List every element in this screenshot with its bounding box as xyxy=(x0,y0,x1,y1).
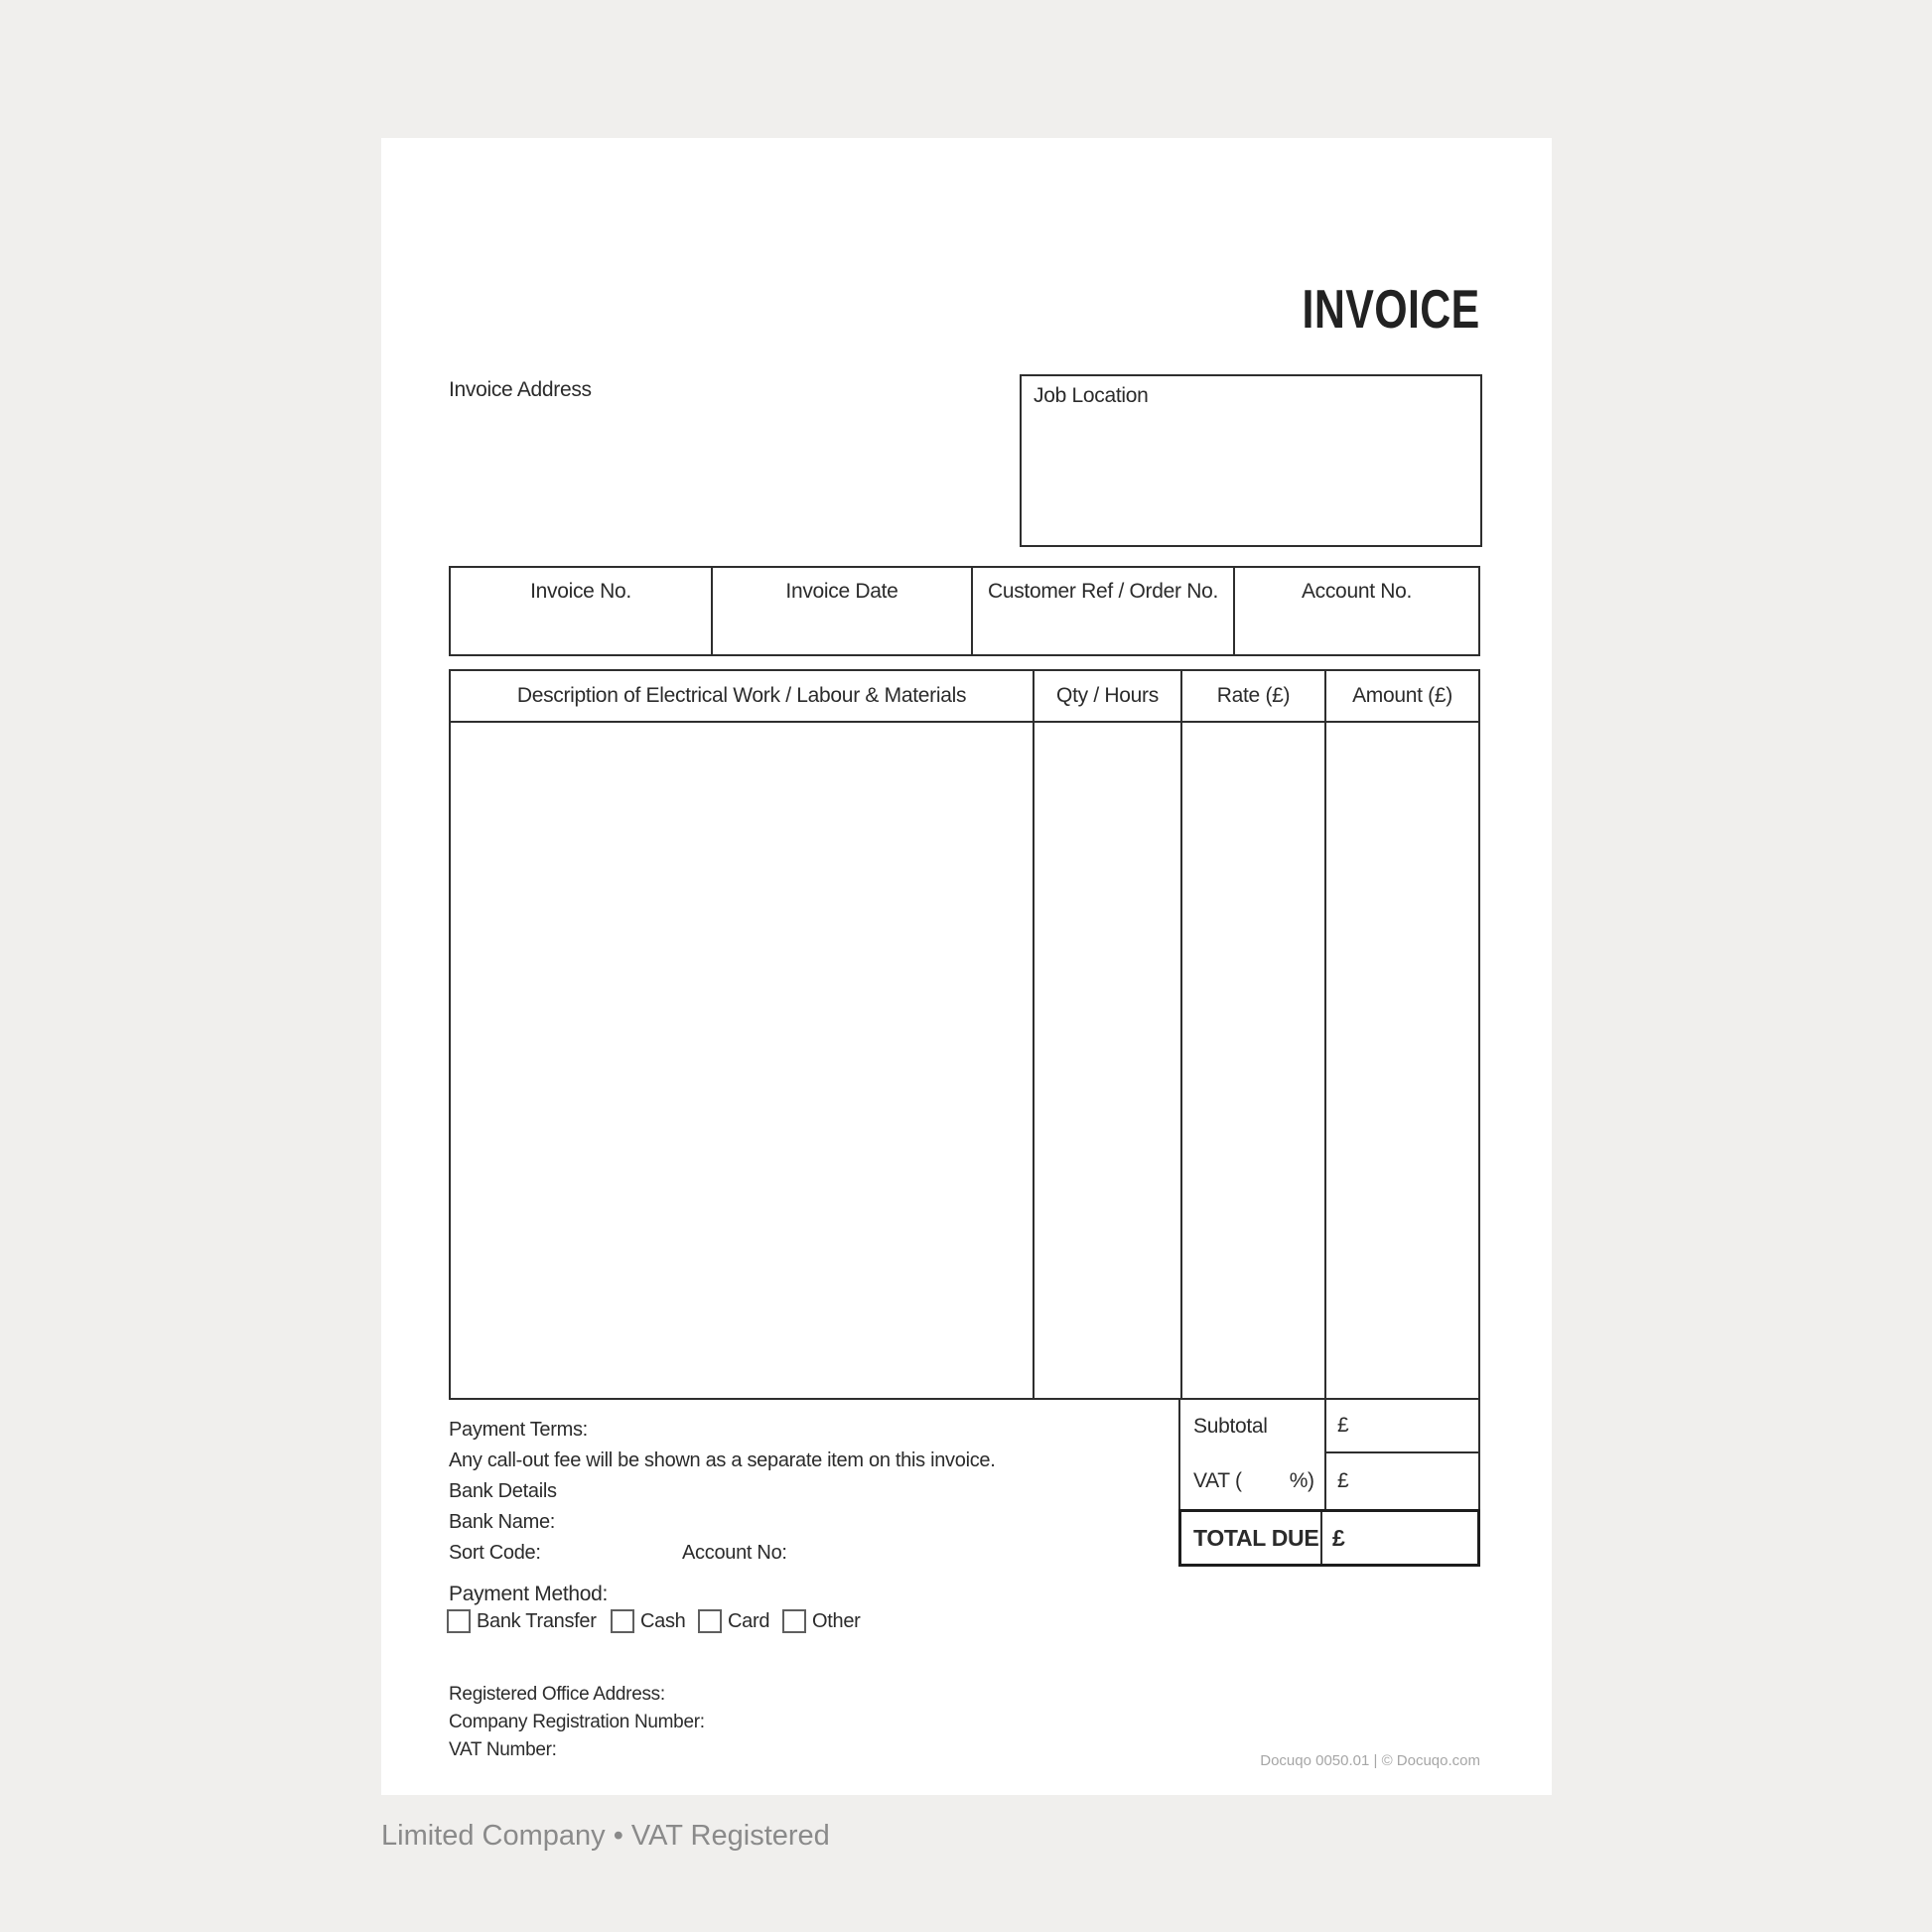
rate-entry-area[interactable] xyxy=(1180,723,1324,1398)
description-column-header: Description of Electrical Work / Labour & Materials xyxy=(451,671,1033,723)
job-location-box[interactable] xyxy=(1020,374,1482,547)
invoice-no-cell[interactable] xyxy=(451,568,711,654)
currency-symbol: £ xyxy=(1332,1524,1345,1551)
vat-label: VAT ( %) xyxy=(1193,1469,1314,1492)
qty-hours-column-header: Qty / Hours xyxy=(1033,671,1180,723)
payment-option-other xyxy=(782,1609,861,1633)
template-caption: Limited Company • VAT Registered xyxy=(381,1820,830,1852)
invoice-address-label: Invoice Address xyxy=(449,378,592,401)
page-title: INVOICE xyxy=(1302,278,1480,340)
rate-column-header: Rate (£) xyxy=(1180,671,1324,723)
line-items-table xyxy=(449,669,1480,1400)
payment-method-label: Payment Method: xyxy=(449,1583,609,1605)
cash-label: Cash xyxy=(640,1609,686,1632)
invoice-date-label: Invoice Date xyxy=(785,580,898,603)
amount-column-header: Amount (£) xyxy=(1324,671,1478,723)
subtotal-amount-cell[interactable] xyxy=(1326,1400,1478,1453)
account-no-bank-label: Account No: xyxy=(682,1542,787,1564)
invoice-no-label: Invoice No. xyxy=(530,580,631,603)
account-no-cell[interactable] xyxy=(1233,568,1478,654)
vat-number-label: VAT Number: xyxy=(449,1739,557,1760)
totals-table xyxy=(1178,1400,1480,1567)
registered-company-info xyxy=(449,1681,705,1764)
payment-terms-label: Payment Terms: xyxy=(449,1419,588,1441)
payment-notes xyxy=(449,1415,996,1569)
bank-details-label: Bank Details xyxy=(449,1480,557,1502)
payment-option-card xyxy=(698,1609,769,1633)
invoice-info-table xyxy=(449,566,1480,656)
other-label: Other xyxy=(812,1609,861,1632)
total-due-row xyxy=(1178,1509,1480,1567)
bank-transfer-label: Bank Transfer xyxy=(477,1609,597,1632)
customer-ref-label: Customer Ref / Order No. xyxy=(987,580,1219,603)
document-reference: Docuqo 0050.01 | © Docuqo.com xyxy=(1260,1752,1480,1769)
total-due-amount-cell[interactable] xyxy=(1322,1512,1477,1564)
payment-option-cash xyxy=(611,1609,686,1633)
account-no-label: Account No. xyxy=(1301,580,1413,603)
currency-symbol: £ xyxy=(1337,1469,1349,1492)
subtotal-label: Subtotal xyxy=(1193,1415,1268,1438)
currency-symbol: £ xyxy=(1337,1414,1349,1437)
company-registration-number-label: Company Registration Number: xyxy=(449,1712,705,1732)
sort-code-row xyxy=(449,1538,996,1569)
invoice-page xyxy=(381,138,1552,1795)
bank-transfer-checkbox[interactable] xyxy=(447,1609,471,1633)
total-due-label: TOTAL DUE xyxy=(1181,1512,1322,1564)
customer-ref-cell[interactable] xyxy=(971,568,1233,654)
description-entry-area[interactable] xyxy=(451,723,1033,1398)
qty-hours-entry-area[interactable] xyxy=(1033,723,1180,1398)
payment-option-bank-transfer xyxy=(447,1609,597,1633)
sort-code-label: Sort Code: xyxy=(449,1542,541,1564)
other-checkbox[interactable] xyxy=(782,1609,806,1633)
payment-method-options xyxy=(447,1609,1042,1639)
amount-entry-area[interactable] xyxy=(1324,723,1478,1398)
vat-amount-cell[interactable] xyxy=(1326,1453,1478,1509)
card-checkbox[interactable] xyxy=(698,1609,722,1633)
bank-name-label: Bank Name: xyxy=(449,1511,556,1533)
invoice-date-cell[interactable] xyxy=(711,568,971,654)
registered-office-address-label: Registered Office Address: xyxy=(449,1684,665,1705)
callout-fee-note: Any call-out fee will be shown as a separate item on this invoice. xyxy=(449,1449,996,1471)
job-location-label: Job Location xyxy=(1034,384,1149,407)
cash-checkbox[interactable] xyxy=(611,1609,634,1633)
card-label: Card xyxy=(728,1609,770,1632)
